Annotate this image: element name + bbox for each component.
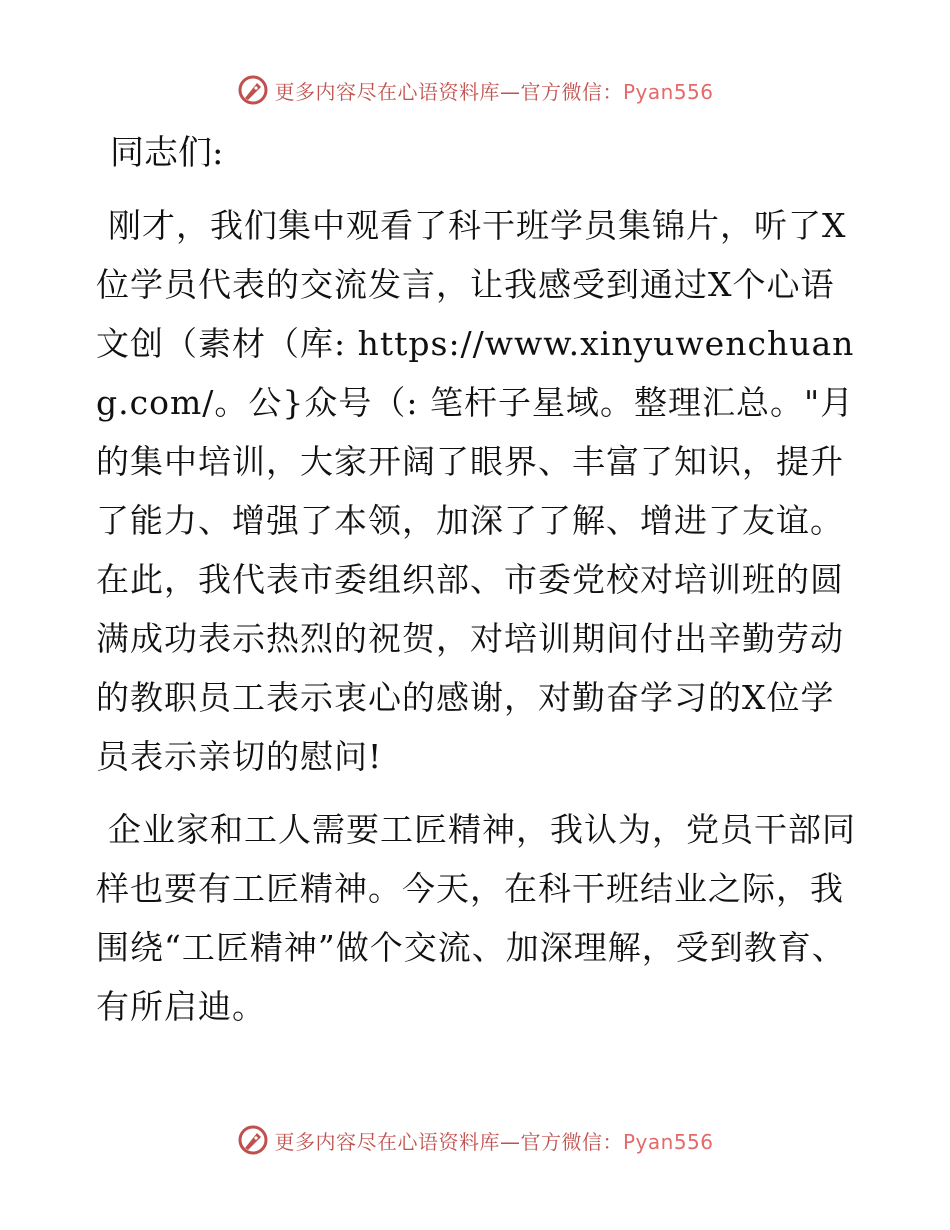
paragraph-2: 企业家和工人需要工匠精神，我认为，党员干部同样也要有工匠精神。今天，在科干班结业之际，我围绕“工匠精神”做个交流、加深理解，受到教育、有所启迪。	[96, 810, 856, 1026]
wechat-handle: Pyan556	[622, 79, 714, 104]
salutation: 同志们:	[110, 133, 224, 173]
document-body	[96, 120, 856, 1050]
footer-banner	[0, 1120, 950, 1160]
pen-nib-logo-icon	[236, 1123, 270, 1157]
header-banner	[0, 70, 950, 110]
banner-text: 更多内容尽在心语资料库—官方微信：Pyan556	[274, 1129, 714, 1154]
wechat-handle: Pyan556	[622, 1129, 714, 1154]
banner-text: 更多内容尽在心语资料库—官方微信：Pyan556	[274, 79, 714, 104]
paragraph-1: 刚才，我们集中观看了科干班学员集锦片，听了X位学员代表的交流发言，让我感受到通过X个心语文创（素材（库: https://www.xinyuwenchuang.com/。公}众号（: 笔杆子星域。整理汇总。"月的集中培训，大家开阔了眼界、丰富了知识，提升了能力、增强了本领，加深了了解、增进了友谊。在此，我代表市委组织部、市委党校对培训班的圆满成功表示热烈的祝贺，对培训期间付出辛勤劳动的教职员工表示衷心的感谢，对勤奋学习的X位学员表示亲切的慰问!	[96, 206, 855, 776]
pen-nib-logo-icon	[236, 73, 270, 107]
